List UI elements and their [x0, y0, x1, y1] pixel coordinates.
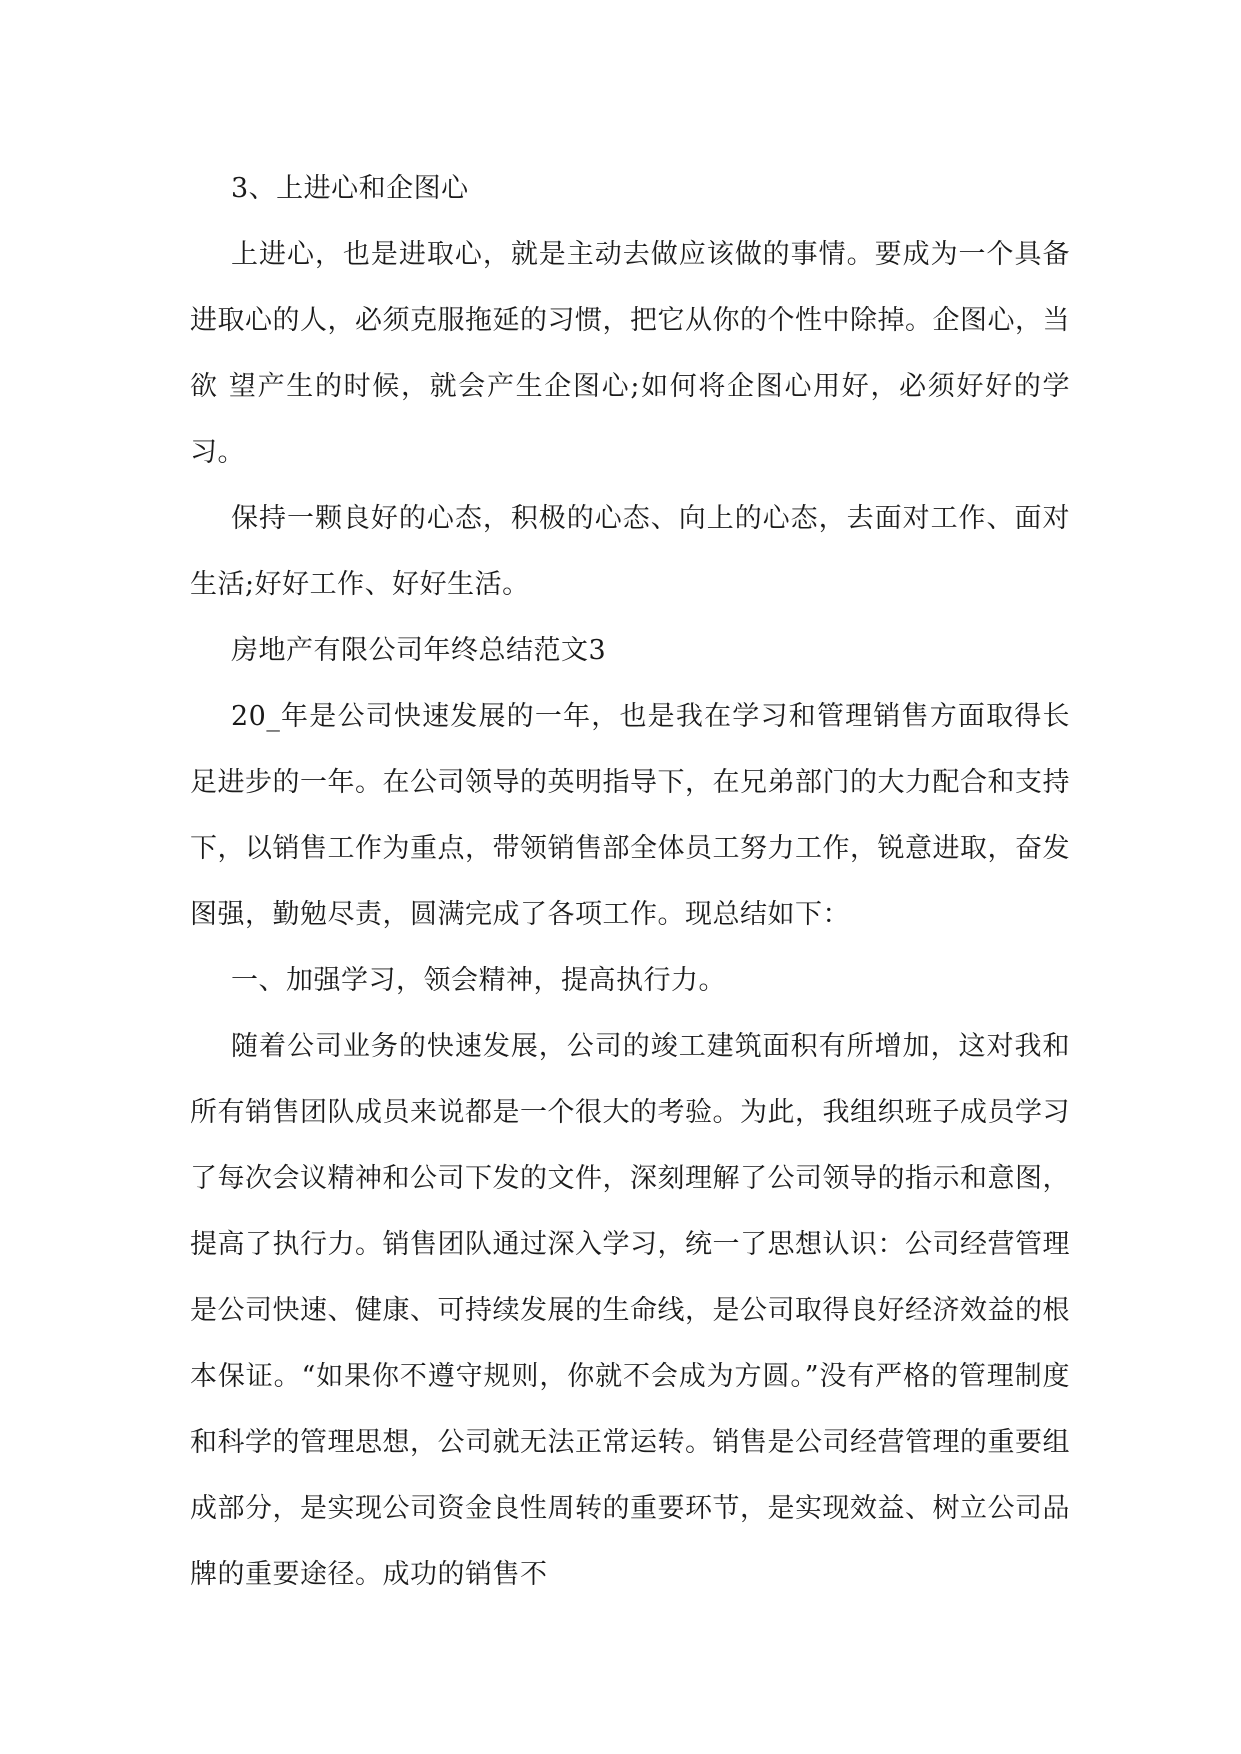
- paragraph: 保持一颗良好的心态，积极的心态、向上的心态，去面对工作、面对生活;好好工作、好好生活。: [190, 503, 1070, 600]
- paragraph: 上进心，也是进取心，就是主动去做应该做的事情。要成为一个具备进取心的人，必须克服拖延的习惯，把它从你的个性中除掉。企图心，当欲 望产生的时候，就会产生企图心;如何将企图心用好，必须好好的学习。: [190, 239, 1070, 468]
- article-title: 房地产有限公司年终总结范文3: [231, 635, 607, 666]
- section-heading: 3、上进心和企图心: [231, 173, 469, 204]
- paragraph: 20_年是公司快速发展的一年，也是我在学习和管理销售方面取得长足进步的一年。在公司领导的英明指导下，在兄弟部门的大力配合和支持下，以销售工作为重点，带领销售部全体员工努力工作，锐意进取，奋发图强，勤勉尽责，圆满完成了各项工作。现总结如下：: [190, 701, 1070, 930]
- section-heading: 一、加强学习，领会精神，提高执行力。: [231, 965, 726, 996]
- document-body: [190, 156, 1070, 1608]
- paragraph: 随着公司业务的快速发展，公司的竣工建筑面积有所增加，这对我和所有销售团队成员来说都是一个很大的考验。为此，我组织班子成员学习了每次会议精神和公司下发的文件，深刻理解了公司领导的指示和意图，提高了执行力。销售团队通过深入学习，统一了思想认识：公司经营管理是公司快速、健康、可持续发展的生命线，是公司取得良好经济效益的根本保证。“如果你不遵守规则，你就不会成为方圆。”没有严格的管理制度和科学的管理思想，公司就无法正常运转。销售是公司经营管理的重要组成部分，是实现公司资金良性周转的重要环节，是实现效益、树立公司品牌的重要途径。成功的销售不: [190, 1031, 1070, 1590]
